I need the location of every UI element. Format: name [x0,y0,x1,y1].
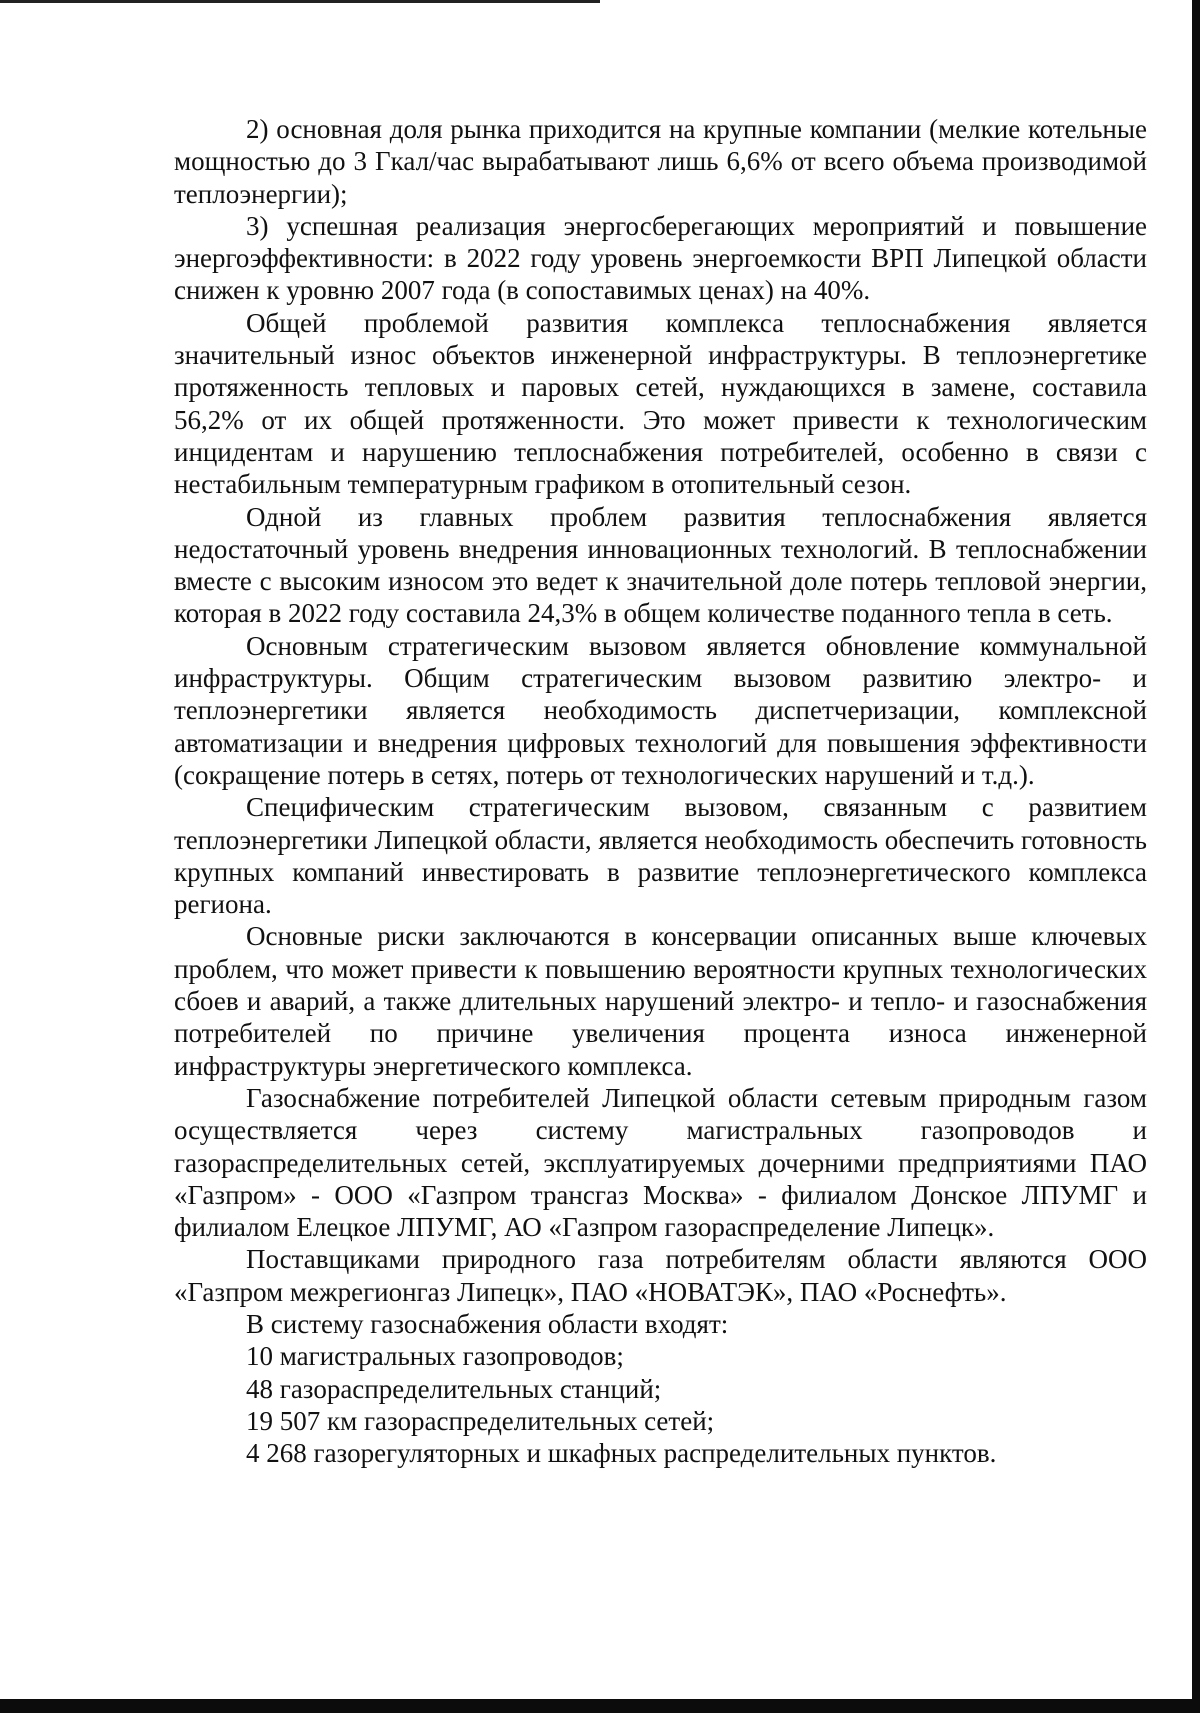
list-item: 10 магистральных газопроводов; [246,1341,624,1372]
paragraph-strategic-challenge: Основным стратегическим вызовом является обновление коммунальной инфраструктуры. Общим стратегическим вызовом развитию электро- и теплоэнергетики является необходимость диспетчеризации, комплексной автоматизации и внедрения цифровых технологий для повышения эффективности (сокращение потерь в сетях, потерь от технологических нарушений и т.д.). [174,630,1147,790]
list-item: 4 268 газорегуляторных и шкафных распределительных пунктов. [246,1438,997,1469]
list-item: 19 507 км газораспределительных сетей; [246,1405,715,1436]
paragraph-gas-supply: Газоснабжение потребителей Липецкой области сетевым природным газом осуществляется через систему магистральных газопроводов и газораспределительных сетей, эксплуатируемых дочерними предприятиями ПАО «Газпром» - ООО «Газпром трансгаз Москва» - филиалом Донское ЛПУМГ и филиалом Елецкое ЛПУМГ, АО «Газпром газораспределение Липецк». [174,1082,1147,1243]
top-edge-rule [0,0,600,3]
list-intro: В систему газоснабжения области входят: [246,1308,729,1339]
paragraph-energy-saving: 3) успешная реализация энергосберегающих мероприятий и повышение энергоэффективности: в 2022 году уровень энергоемкости ВРП Липецкой области снижен к уровню 2007 года (в сопоставимых ценах) на 40%. [174,210,1147,306]
paragraph-main-risks: Основные риски заключаются в консервации описанных выше ключевых проблем, что может привести к повышению вероятности крупных технологических сбоев и аварий, а также длительных нарушений электро- и тепло- и газоснабжения потребителей по причине увеличения процента износа инженерной инфраструктуры энергетического комплекса. [174,921,1147,1081]
paragraph-market-share: 2) основная доля рынка приходится на крупные компании (мелкие котельные мощностью до 3 Гкал/час вырабатывают лишь 6,6% от всего объема производимой теплоэнергии); [174,114,1147,209]
paragraph-gas-suppliers: Поставщиками природного газа потребителям области являются ООО «Газпром межрегионгаз Липецк», ПАО «НОВАТЭК», ПАО «Роснефть». [174,1244,1147,1307]
document-body [174,113,1147,1469]
paragraph-innovation-level: Одной из главных проблем развития теплоснабжения является недостаточный уровень внедрения инновационных технологий. В теплоснабжении вместе с высоким износом это ведет к значительной доле потерь тепловой энергии, которая в 2022 году составила 24,3% в общем количестве поданного тепла в сеть. [174,501,1147,629]
scan-bottom-border [0,1699,1200,1713]
scan-right-border [1192,0,1200,1713]
paragraph-infrastructure-wear: Общей проблемой развития комплекса теплоснабжения является значительный износ объектов инженерной инфраструктуры. В теплоэнергетике протяженность тепловых и паровых сетей, нуждающихся в замене, составила 56,2% от их общей протяженности. Это может привести к технологическим инцидентам и нарушению теплоснабжения потребителей, особенно в связи с нестабильным температурным графиком в отопительный сезон. [174,307,1147,500]
list-item: 48 газораспределительных станций; [246,1373,662,1404]
paragraph-specific-challenge: Специфическим стратегическим вызовом, связанным с развитием теплоэнергетики Липецкой области, является необходимость обеспечить готовность крупных компаний инвестировать в развитие теплоэнергетического комплекса региона. [174,792,1147,920]
